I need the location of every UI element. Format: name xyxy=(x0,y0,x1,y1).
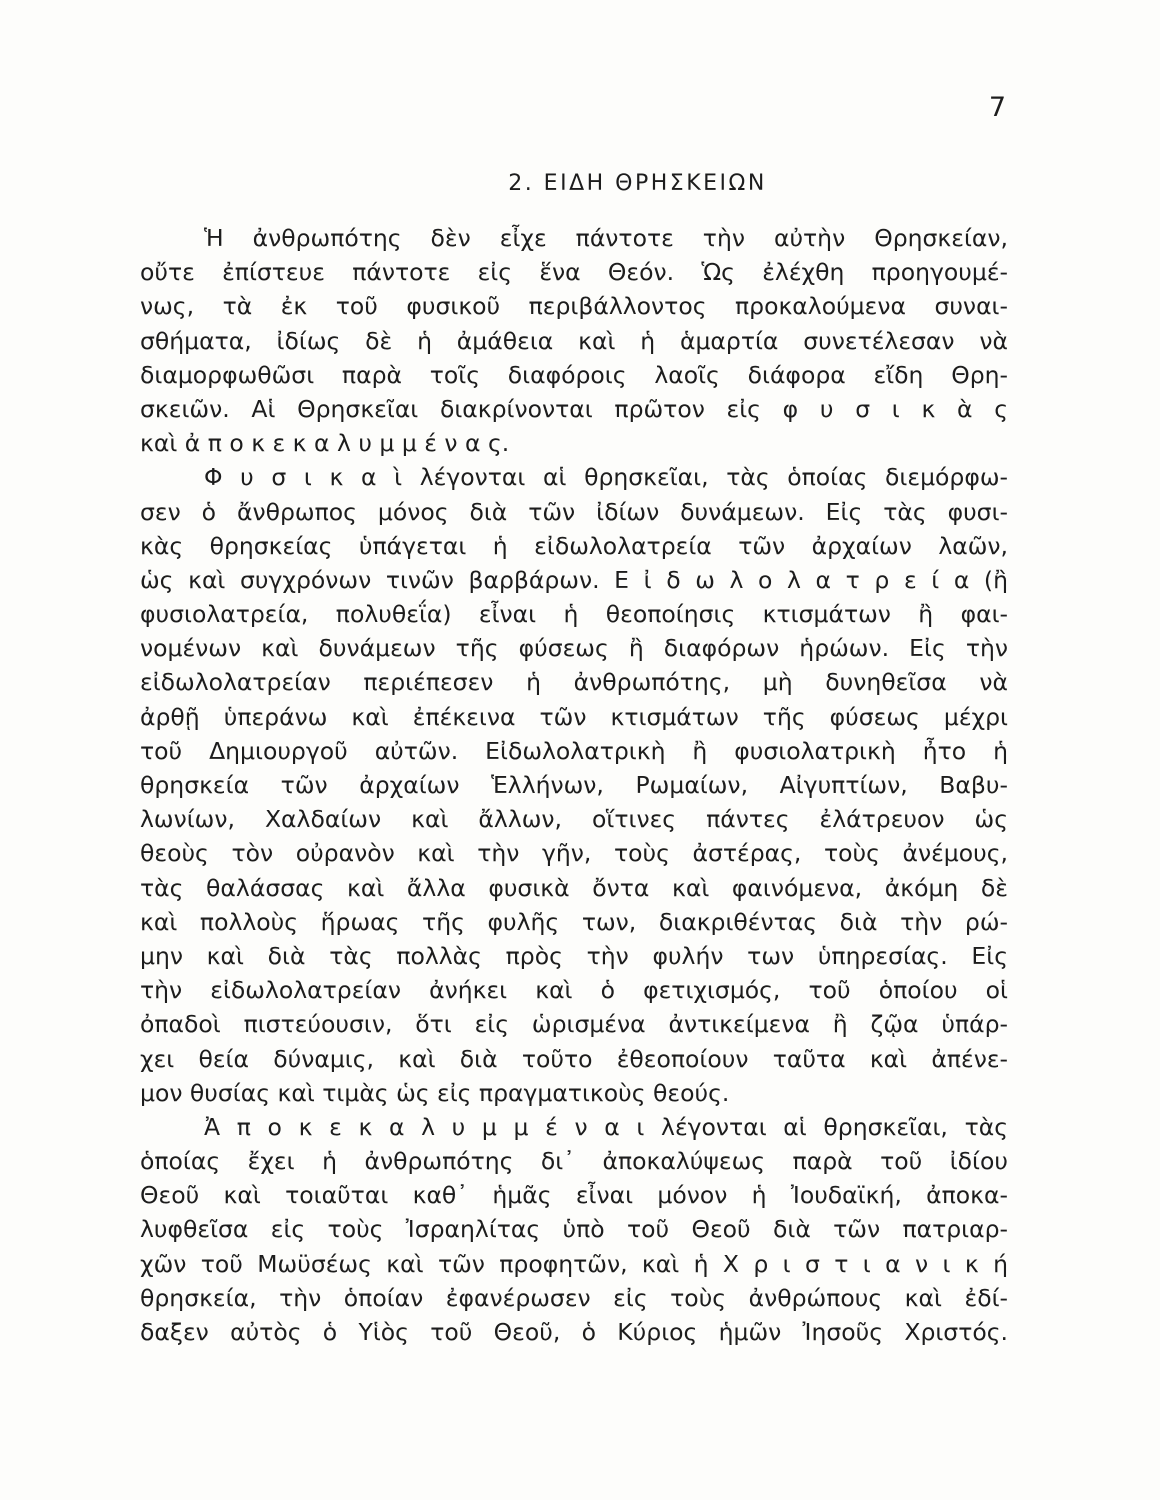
text-line: διαμορφωθῶσι παρὰ τοῖς διαφόροις λαοῖς διάφορα εἴδη Θρη- xyxy=(140,360,1008,389)
text-line: λωνίων, Χαλδαίων καὶ ἄλλων, οἵτινες πάντες ἐλάτρευον ὡς xyxy=(140,805,1008,834)
text-line: Ἡ ἀνθρωπότης δὲν εἶχε πάντοτε τὴν αὐτὴν Θρησκείαν, xyxy=(204,224,1008,252)
text-line: μην καὶ διὰ τὰς πολλὰς πρὸς τὴν φυλήν των ὑπηρεσίας. Εἰς xyxy=(140,941,1008,970)
text-line: σθήματα, ἰδίως δὲ ἡ ἀμάθεια καὶ ἡ ἁμαρτία συνετέλεσαν νὰ xyxy=(140,326,1008,355)
text-line: κὰς θρησκείας ὑπάγεται ἡ εἰδωλολατρεία τῶν ἀρχαίων λαῶν, xyxy=(140,531,1008,560)
text-line: τὰς θαλάσσας καὶ ἄλλα φυσικὰ ὄντα καὶ φαινόμενα, ἀκόμη δὲ xyxy=(140,873,1008,902)
text-line: ὡς καὶ συγχρόνων τινῶν βαρβάρων. Ε ἰ δ ω λ ο λ α τ ρ ε ί α (ἢ xyxy=(140,565,1008,594)
page-number: 7 xyxy=(988,92,1006,123)
text-line: ἀρθῇ ὑπεράνω καὶ ἐπέκεινα τῶν κτισμάτων τῆς φύσεως μέχρι xyxy=(140,702,1008,731)
paragraph-1 xyxy=(140,221,1008,460)
body-text xyxy=(140,221,1008,1349)
text-line: ὁποίας ἔχει ἡ ἀνθρωπότης δι᾿ ἀποκαλύψεως παρὰ τοῦ ἰδίου xyxy=(140,1147,1008,1176)
text-line: χῶν τοῦ Μωϋσέως καὶ τῶν προφητῶν, καὶ ἡ Χ ρ ι σ τ ι α ν ι κ ή xyxy=(140,1249,1008,1278)
text-line: χει θεία δύναμις, καὶ διὰ τοῦτο ἐθεοποίουν ταῦτα καὶ ἀπένε- xyxy=(140,1044,1008,1073)
text-line: εἰδωλολατρείαν περιέπεσεν ἡ ἀνθρωπότης, μὴ δυνηθεῖσα νὰ xyxy=(140,668,1008,697)
text-line: θρησκεία τῶν ἀρχαίων Ἑλλήνων, Ρωμαίων, Αἰγυπτίων, Βαβυ- xyxy=(140,771,1008,799)
text-line: τοῦ Δημιουργοῦ αὐτῶν. Εἰδωλολατρικὴ ἢ φυσιολατρικὴ ἦτο ἡ xyxy=(140,736,1008,765)
text-line: φυσιολατρεία, πολυθεΐα) εἶναι ἡ θεοποίησις κτισμάτων ἢ φαι- xyxy=(140,600,1008,629)
text-line: καὶ πολλοὺς ἥρωας τῆς φυλῆς των, διακριθέντας διὰ τὴν ρώ- xyxy=(140,907,1008,936)
text-line: νομένων καὶ δυνάμεων τῆς φύσεως ἢ διαφόρων ἡρώων. Εἰς τὴν xyxy=(140,634,1008,663)
text-line: θρησκεία, τὴν ὁποίαν ἐφανέρωσεν εἰς τοὺς ἀνθρώπους καὶ ἐδί- xyxy=(140,1283,1008,1312)
text-line: Φ υ σ ι κ α ὶ λέγονται αἱ θρησκεῖαι, τὰς ὁποίας διεμόρφω- xyxy=(204,463,1008,492)
text-line: θεοὺς τὸν οὐρανὸν καὶ τὴν γῆν, τοὺς ἀστέρας, τοὺς ἀνέμους, xyxy=(140,839,1008,868)
text-line: μον θυσίας καὶ τιμὰς ὡς εἰς πραγματικοὺς θεούς. xyxy=(140,1078,730,1107)
text-line: Ἀ π ο κ ε κ α λ υ μ μ έ ν α ι λέγονται αἱ θρησκεῖαι, τὰς xyxy=(204,1112,1008,1141)
paragraph-3 xyxy=(140,1110,1008,1349)
text-line: ὀπαδοὶ πιστεύουσιν, ὅτι εἰς ὡρισμένα ἀντικείμενα ἢ ζῷα ὑπάρ- xyxy=(140,1010,1008,1039)
text-line: τὴν εἰδωλολατρείαν ἀνήκει καὶ ὁ φετιχισμός, τοῦ ὁποίου οἱ xyxy=(140,976,1008,1005)
text-line: δαξεν αὐτὸς ὁ Υἱὸς τοῦ Θεοῦ, ὁ Κύριος ἡμῶν Ἰησοῦς Χριστός. xyxy=(140,1318,1008,1346)
paragraph-2 xyxy=(140,460,1008,1110)
text-line: σεν ὁ ἄνθρωπος μόνος διὰ τῶν ἰδίων δυνάμεων. Εἰς τὰς φυσι- xyxy=(140,497,1008,526)
text-line: σκειῶν. Αἱ Θρησκεῖαι διακρίνονται πρῶτον εἰς φ υ σ ι κ ὰ ς xyxy=(140,394,1008,423)
section-title: 2. ΕΙΔΗ ΘΡΗΣΚΕΙΩΝ xyxy=(508,171,767,196)
text-line: νως, τὰ ἐκ τοῦ φυσικοῦ περιβάλλοντος προκαλούμενα συναι- xyxy=(140,292,1008,321)
text-line: οὔτε ἐπίστευε πάντοτε εἰς ἕνα Θεόν. Ὡς ἐλέχθη προηγουμέ- xyxy=(140,258,1008,287)
text-line: λυφθεῖσα εἰς τοὺς Ἰσραηλίτας ὑπὸ τοῦ Θεοῦ διὰ τῶν πατριαρ- xyxy=(140,1215,1008,1244)
text-line: καὶ ἀ π ο κ ε κ α λ υ μ μ έ ν α ς. xyxy=(140,429,510,458)
text-line: Θεοῦ καὶ τοιαῦται καθ᾿ ἡμᾶς εἶναι μόνον ἡ Ἰουδαϊκή, ἀποκα- xyxy=(140,1181,1008,1210)
